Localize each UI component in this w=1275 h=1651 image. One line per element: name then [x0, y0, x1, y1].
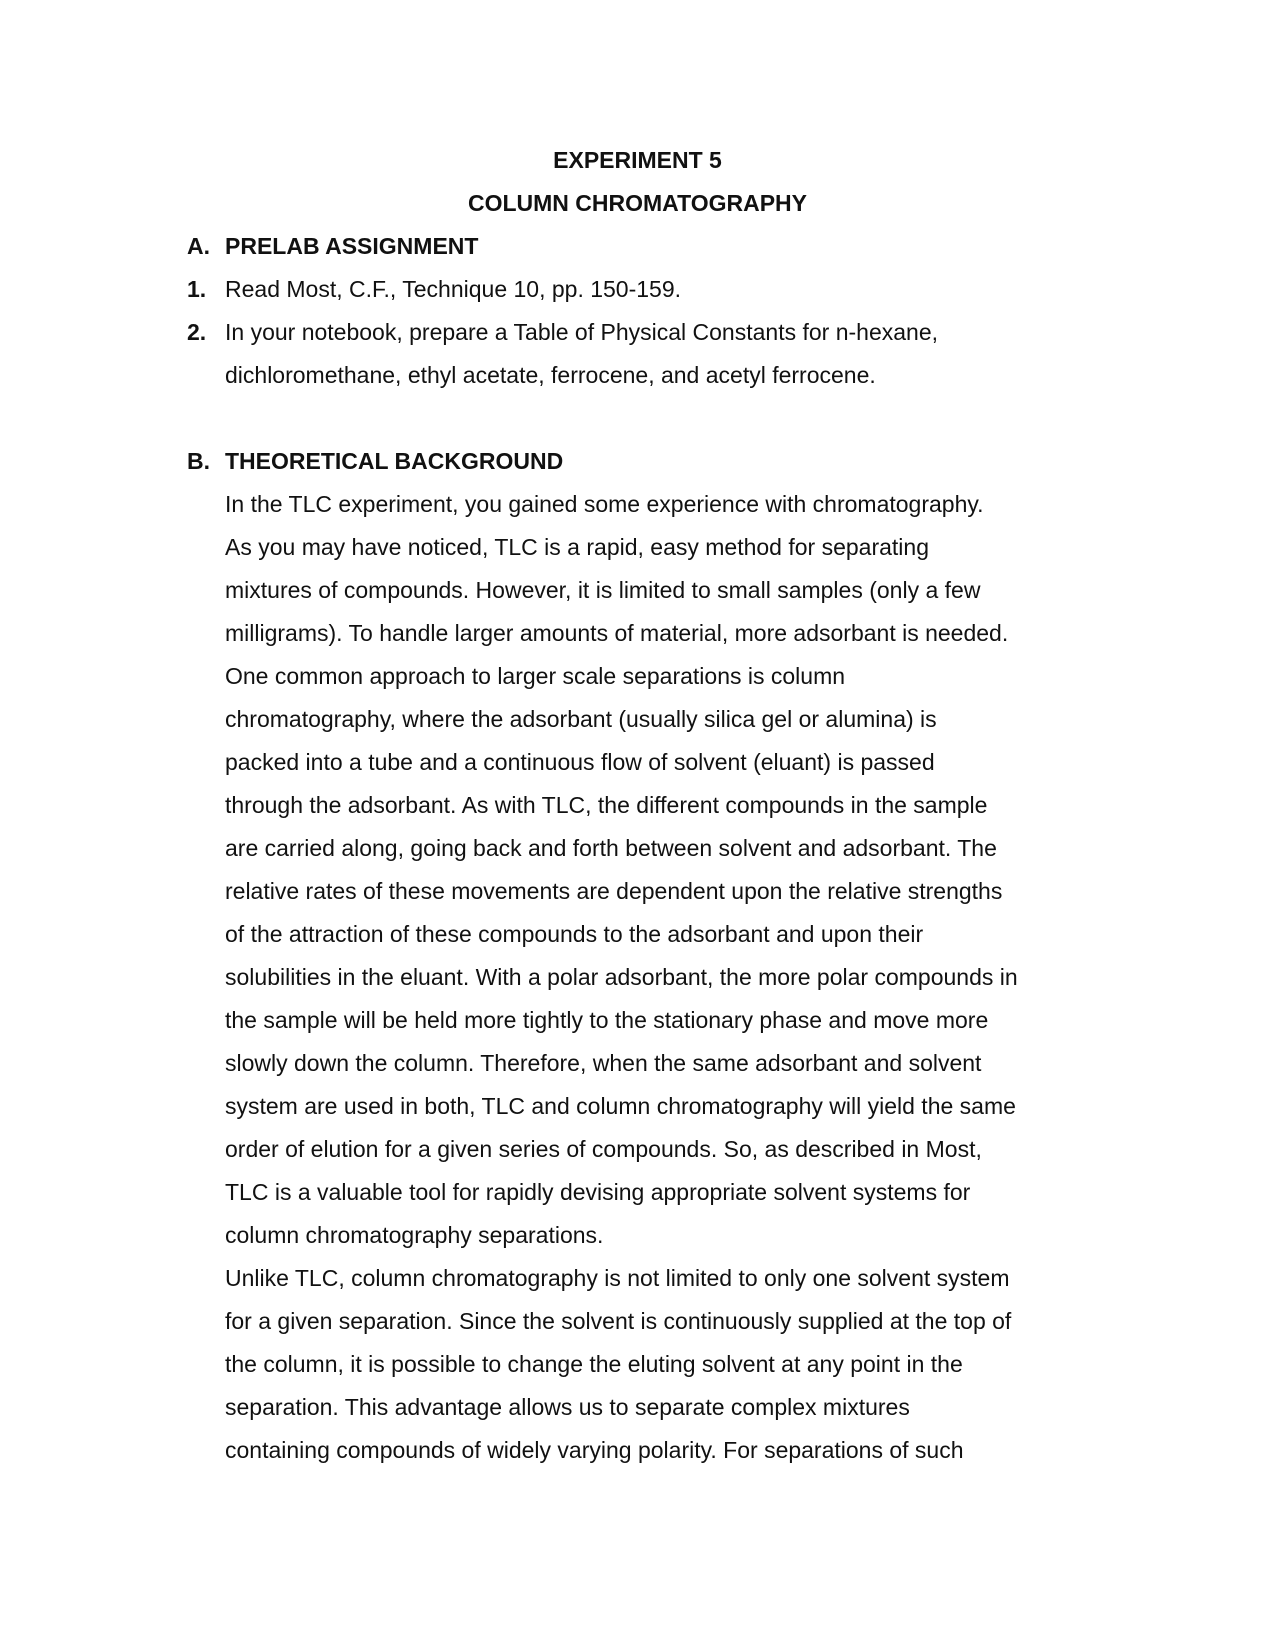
section-a-heading: PRELAB ASSIGNMENT [225, 233, 479, 259]
body-line: One common approach to larger scale separations is column [225, 663, 846, 689]
list-item-2-text: In your notebook, prepare a Table of Physical Constants for n-hexane, [225, 319, 939, 345]
body-line: Unlike TLC, column chromatography is not limited to only one solvent system [225, 1265, 1010, 1291]
body-line: the column, it is possible to change the eluting solvent at any point in the [225, 1351, 963, 1377]
body-line: system are used in both, TLC and column chromatography will yield the same [225, 1093, 1016, 1119]
experiment-number: EXPERIMENT 5 [553, 147, 722, 173]
body-line: column chromatography separations. [225, 1222, 604, 1248]
body-line: are carried along, going back and forth between solvent and adsorbant. The [225, 835, 997, 861]
body-line: slowly down the column. Therefore, when the same adsorbant and solvent [225, 1050, 982, 1076]
body-line: through the adsorbant. As with TLC, the different compounds in the sample [225, 792, 988, 818]
body-line: mixtures of compounds. However, it is limited to small samples (only a few [225, 577, 981, 603]
body-line: order of elution for a given series of compounds. So, as described in Most, [225, 1136, 982, 1162]
body-line: of the attraction of these compounds to the adsorbant and upon their [225, 921, 924, 947]
body-line: TLC is a valuable tool for rapidly devising appropriate solvent systems for [225, 1179, 971, 1205]
section-a-marker: A. [187, 233, 210, 259]
body-line: In the TLC experiment, you gained some experience with chromatography. [225, 491, 984, 517]
body-line: separation. This advantage allows us to separate complex mixtures [225, 1394, 910, 1420]
list-item-1-text: Read Most, C.F., Technique 10, pp. 150-159. [225, 276, 682, 302]
section-b-heading: THEORETICAL BACKGROUND [225, 448, 564, 474]
section-b-marker: B. [187, 448, 210, 474]
body-line: solubilities in the eluant. With a polar adsorbant, the more polar compounds in [225, 964, 1018, 990]
list-item-2-number: 2. [187, 319, 207, 345]
body-line: the sample will be held more tightly to the stationary phase and move more [225, 1007, 989, 1033]
body-line: milligrams). To handle larger amounts of material, more adsorbant is needed. [225, 620, 1009, 646]
body-line: relative rates of these movements are dependent upon the relative strengths [225, 878, 1003, 904]
body-line: As you may have noticed, TLC is a rapid, easy method for separating [225, 534, 930, 560]
body-line: for a given separation. Since the solvent is continuously supplied at the top of [225, 1308, 1012, 1334]
page-title: COLUMN CHROMATOGRAPHY [467, 190, 808, 216]
body-line: chromatography, where the adsorbant (usually silica gel or alumina) is [225, 706, 937, 732]
body-line: packed into a tube and a continuous flow of solvent (eluant) is passed [225, 749, 935, 775]
body-line: containing compounds of widely varying polarity. For separations of such [225, 1437, 964, 1463]
list-item-2-text-cont: dichloromethane, ethyl acetate, ferrocene, and acetyl ferrocene. [225, 362, 876, 388]
list-item-1-number: 1. [187, 276, 207, 302]
